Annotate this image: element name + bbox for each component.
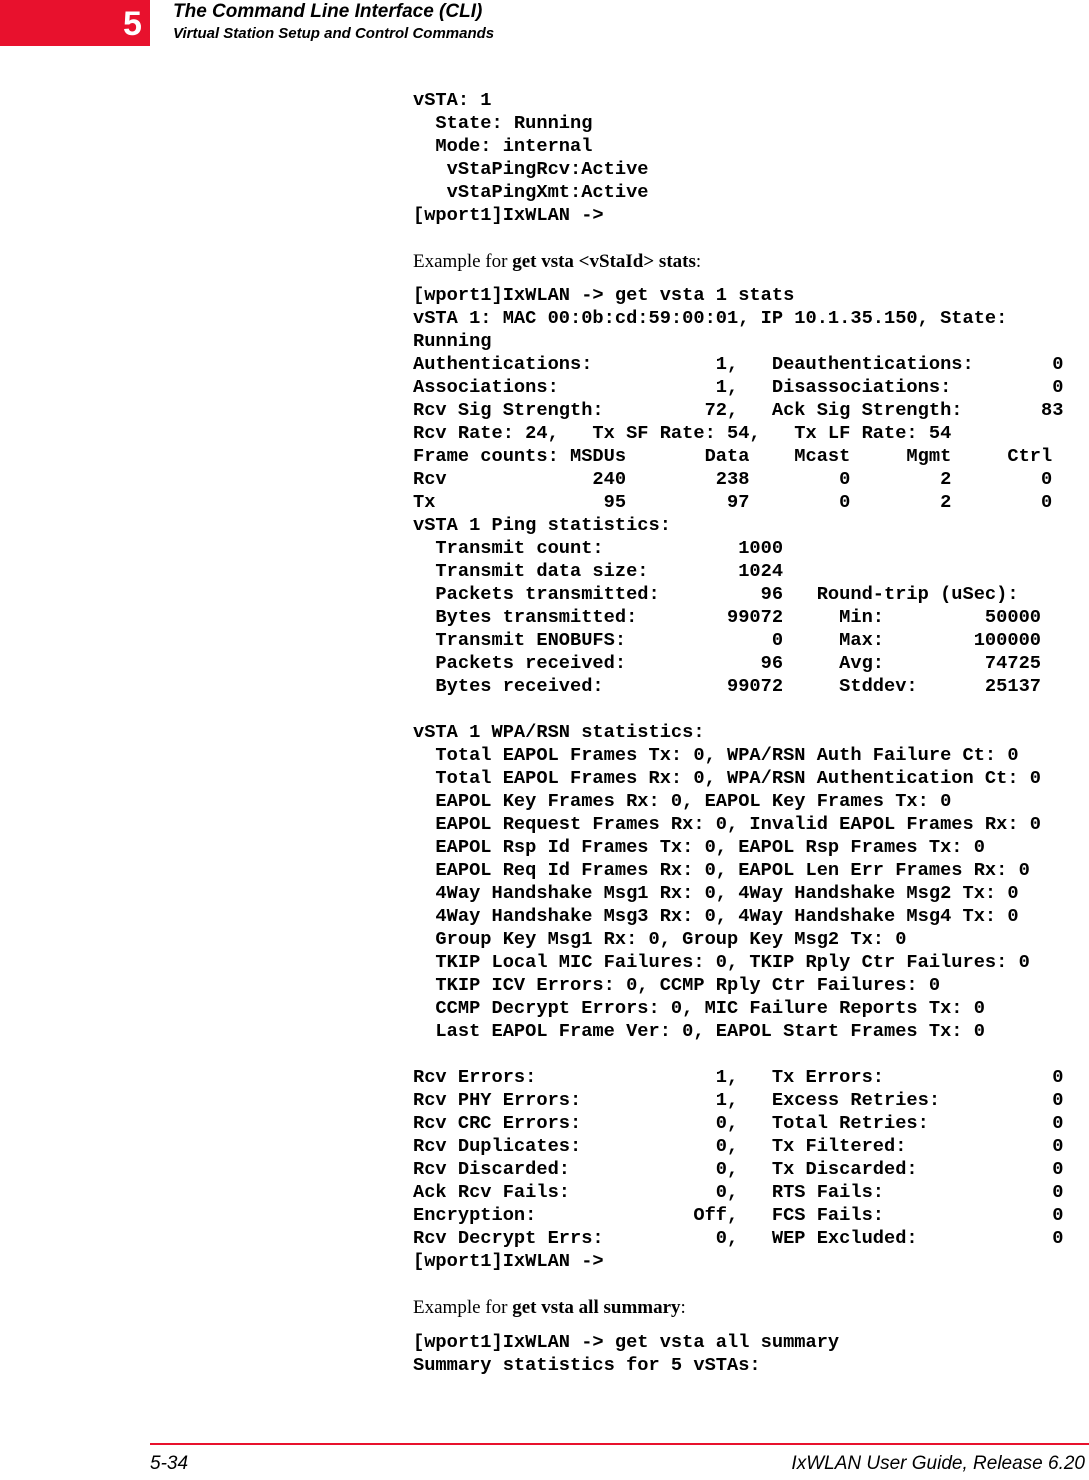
- example-command: get vsta <vStaId> stats: [512, 251, 696, 272]
- example-summary-heading: [413, 1296, 1083, 1319]
- page-body: [413, 89, 1083, 1377]
- chapter-tab: [0, 0, 150, 46]
- section-title: Virtual Station Setup and Control Commands: [173, 25, 495, 42]
- example-command: get vsta all summary: [512, 1297, 681, 1318]
- code-block-vsta-stats: [wport1]IxWLAN -> get vsta 1 stats vSTA 1: MAC 00:0b:cd:59:00:01, IP 10.1.35.150, State: Running Authentications: 1, Deauthentications: 0 Associations: 1, Disassociations: 0 Rcv Sig Strength: 72, Ack Sig Strength: 83 Rcv Rate: 24, Tx SF Rate: 54, Tx LF Rate: 54 Frame counts: MSDUs Data Mcast Mgmt Ctrl Rcv 240 238 0 2 0 Tx 95 97 0 2 0 vSTA 1 Ping statistics: Transmit count: 1000 Transmit data size: 1024 Packets transmitted: 96 Round-trip (uSec): Bytes transmitted: 99072 Min: 50000 Transmit ENOBUFS: 0 Max: 100000 Packets received: 96 Avg: 74725 Bytes received: 99072 Stddev: 25137 vSTA 1 WPA/RSN statistics: Total EAPOL Frames Tx: 0, WPA/RSN Auth Failure Ct: 0 Total EAPOL Frames Rx: 0, WPA/RSN Authentication Ct: 0 EAPOL Key Frames Rx: 0, EAPOL Key Frames Tx: 0 EAPOL Request Frames Rx: 0, Invalid EAPOL Frames Rx: 0 EAPOL Rsp Id Frames Tx: 0, EAPOL Rsp Frames Tx: 0 EAPOL Req Id Frames Rx: 0, EAPOL Len Err Frames Rx: 0 4Way Handshake Msg1 Rx: 0, 4Way Handshake Msg2 Tx: 0 4Way Handshake Msg3 Rx: 0, 4Way Handshake Msg4 Tx: 0 Group Key Msg1 Rx: 0, Group Key Msg2 Tx: 0 TKIP Local MIC Failures: 0, TKIP Rply Ctr Failures: 0 TKIP ICV Errors: 0, CCMP Rply Ctr Failures: 0 CCMP Decrypt Errors: 0, MIC Failure Reports Tx: 0 Last EAPOL Frame Ver: 0, EAPOL Start Frames Tx: 0 Rcv Errors: 1, Tx Errors: 0 Rcv PHY Errors: 1, Excess Retries: 0 Rcv CRC Errors: 0, Total Retries: 0 Rcv Duplicates: 0, Tx Filtered: 0 Rcv Discarded: 0, Tx Discarded: 0 Ack Rcv Fails: 0, RTS Fails: 0 Encryption: Off, FCS Fails: 0 Rcv Decrypt Errs: 0, WEP Excluded: 0 [wport1]IxWLAN ->: [413, 284, 1064, 1272]
- code-block-vsta-state: vSTA: 1 State: Running Mode: internal vStaPingRcv:Active vStaPingXmt:Active [wport1]IxWLAN ->: [413, 89, 649, 226]
- document-title: IxWLAN User Guide, Release 6.20: [791, 1453, 1085, 1474]
- chapter-title: The Command Line Interface (CLI): [173, 1, 483, 22]
- footer-divider: [150, 1443, 1089, 1445]
- example-prefix: Example for: [413, 1297, 513, 1318]
- page-number: 5-34: [150, 1453, 189, 1474]
- example-prefix: Example for: [413, 251, 513, 272]
- example-suffix: :: [695, 251, 702, 272]
- example-stats-heading: [413, 250, 1083, 273]
- code-block-vsta-summary: [wport1]IxWLAN -> get vsta all summary Summary statistics for 5 vSTAs:: [413, 1331, 840, 1376]
- example-suffix: :: [680, 1297, 686, 1318]
- chapter-number: 5: [123, 5, 142, 43]
